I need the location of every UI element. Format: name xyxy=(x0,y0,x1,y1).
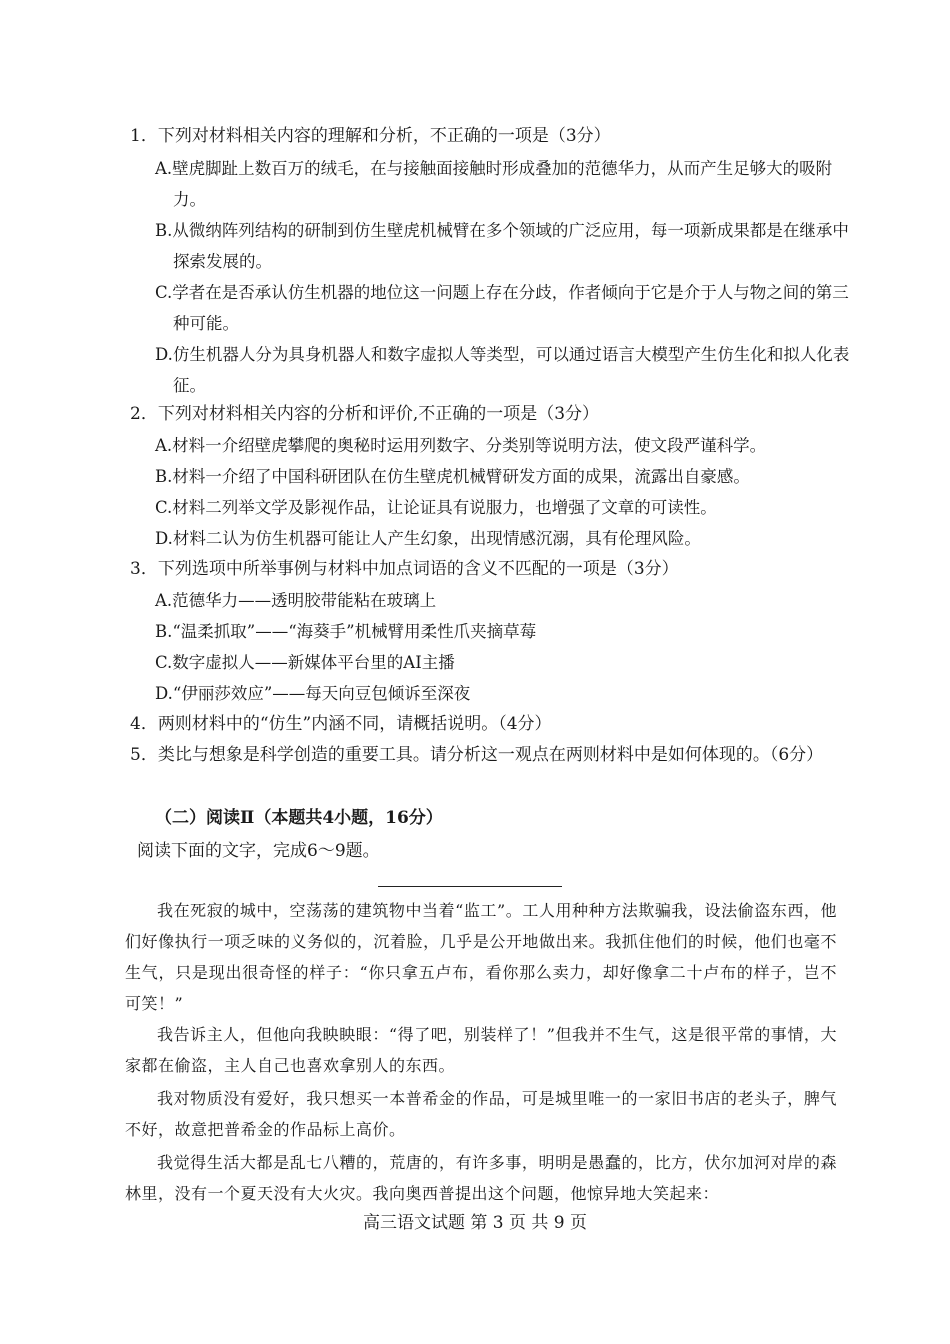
question-3-option-a: A.范德华力——透明胶带能粘在玻璃上 xyxy=(155,591,437,610)
question-2-option-d: D.材料二认为仿生机器可能让人产生幻象，出现情感沉溺，具有伦理风险。 xyxy=(155,529,701,548)
question-2-stem: 2．下列对材料相关内容的分析和评价,不正确的一项是（3分） xyxy=(130,404,600,424)
question-1-option-d: D.仿生机器人分为具身机器人和数字虚拟人等类型，可以通过语言大模型产生仿生化和拟人化表征。 xyxy=(155,345,850,395)
question-3-option-d: D.“伊丽莎效应”——每天向豆包倾诉至深夜 xyxy=(155,684,471,703)
question-1-option-b: B.从微纳阵列结构的研制到仿生壁虎机械臂在多个领域的广泛应用，每一项新成果都是在继承中探索发展的。 xyxy=(155,221,849,271)
question-1-option-c: C.学者在是否承认仿生机器的地位这一问题上存在分歧，作者倾向于它是介于人与物之间的第三种可能。 xyxy=(155,283,849,333)
question-4-stem: 4．两则材料中的“仿生”内涵不同，请概括说明。（4分） xyxy=(130,714,552,734)
question-3-option-b: B.“温柔抓取”——“海葵手”机械臂用柔性爪夹摘草莓 xyxy=(155,622,537,641)
section-heading: （二）阅读Ⅱ（本题共4小题，16分） xyxy=(155,808,443,828)
page-footer: 高三语文试题 第 3 页 共 9 页 xyxy=(362,1213,588,1233)
question-3-option-c: C.数字虚拟人——新媒体平台里的AI主播 xyxy=(155,653,455,672)
question-2-option-c: C.材料二列举文学及影视作品，让论证具有说服力，也增强了文章的可读性。 xyxy=(155,498,717,517)
question-1-option-a: A.壁虎脚趾上数百万的绒毛，在与接触面接触时形成叠加的范德华力，从而产生足够大的吸附力。 xyxy=(155,159,833,209)
section-instruction: 阅读下面的文字，完成6～9题。 xyxy=(137,841,380,861)
passage-divider xyxy=(378,886,562,887)
question-3-stem: 3．下列选项中所举事例与材料中加点词语的含义不匹配的一项是（3分） xyxy=(130,559,679,579)
passage-paragraph-1: 我在死寂的城中，空荡荡的建筑物中当着“监工”。工人用种种方法欺骗我，设法偷盗东西，他们好像执行一项乏味的义务似的，沉着脸，几乎是公开地做出来。我抓住他们的时候，他们也毫不生气，只是现出很奇怪的样子：“你只拿五卢布，看你那么卖力，却好像拿二十卢布的样子，岂不可笑！” xyxy=(125,901,837,1013)
question-5-stem: 5．类比与想象是科学创造的重要工具。请分析这一观点在两则材料中是如何体现的。（6分） xyxy=(130,745,824,765)
question-2-option-a: A.材料一介绍壁虎攀爬的奥秘时运用列数字、分类别等说明方法，使文段严谨科学。 xyxy=(155,436,767,455)
question-2-option-b: B.材料一介绍了中国科研团队在仿生壁虎机械臂研发方面的成果，流露出自豪感。 xyxy=(155,467,750,486)
passage-paragraph-4: 我觉得生活大都是乱七八糟的，荒唐的，有许多事，明明是愚蠢的，比方，伏尔加河对岸的森林里，没有一个夏天没有大火灾。我向奥西普提出这个问题，他惊异地大笑起来： xyxy=(125,1153,837,1203)
passage-paragraph-3: 我对物质没有爱好，我只想买一本普希金的作品，可是城里唯一的一家旧书店的老头子，脾气不好，故意把普希金的作品标上高价。 xyxy=(125,1089,837,1139)
question-1-stem: 1．下列对材料相关内容的理解和分析，不正确的一项是（3分） xyxy=(130,126,611,146)
passage-paragraph-2: 我告诉主人，但他向我眏眏眼：“得了吧，别装样了！”但我并不生气，这是很平常的事情，大家都在偷盗，主人自己也喜欢拿别人的东西。 xyxy=(125,1025,837,1075)
